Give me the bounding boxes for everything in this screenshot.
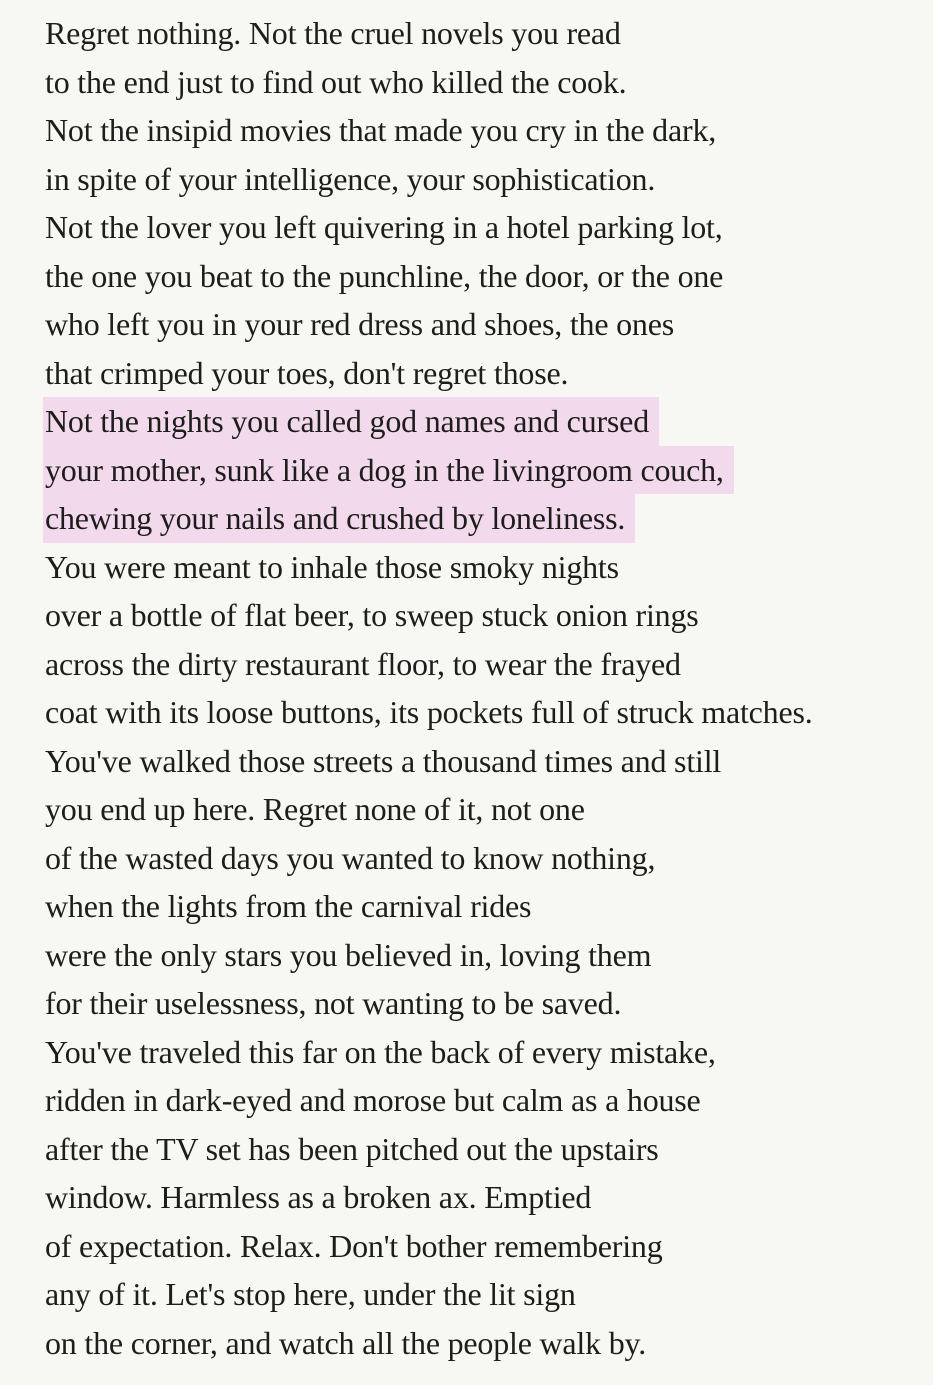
- poem-line: in spite of your intelligence, your sophistication.: [45, 160, 656, 197]
- poem-line: You've walked those streets a thousand times and still: [45, 742, 722, 779]
- poem-line: window. Harmless as a broken ax. Emptied: [45, 1179, 592, 1215]
- poem-line: after the TV set has been pitched out the upstairs: [45, 1130, 659, 1167]
- poem-line: for their uselessness, not wanting to be saved.: [45, 985, 622, 1021]
- poem-line: Regret nothing. Not the cruel novels you read: [45, 15, 621, 51]
- poem-line: over a bottle of flat beer, to sweep stuck onion rings: [45, 597, 699, 633]
- highlighted-poem-line[interactable]: chewing your nails and crushed by loneliness.: [45, 494, 925, 543]
- poem-line: you end up here. Regret none of it, not one: [45, 791, 585, 827]
- poem-line: were the only stars you believed in, loving them: [45, 936, 652, 973]
- poem-line: ridden in dark-eyed and morose but calm as a house: [45, 1082, 701, 1118]
- highlighted-poem-line[interactable]: your mother, sunk like a dog in the livingroom couch,: [45, 446, 925, 495]
- highlighted-poem-line[interactable]: Not the nights you called god names and cursed: [45, 397, 925, 446]
- poem-line: of expectation. Relax. Don't bother remembering: [45, 1227, 663, 1264]
- poem-line: any of it. Let's stop here, under the lit sign: [45, 1276, 576, 1312]
- poem-line: that crimped your toes, don't regret those.: [45, 354, 569, 391]
- poem-line: when the lights from the carnival rides: [45, 888, 532, 924]
- poem-line: the one you beat to the punchline, the door, or the one: [45, 257, 724, 294]
- poem-line: You were meant to inhale those smoky nights: [45, 548, 619, 585]
- poem-line: of the wasted days you wanted to know nothing,: [45, 839, 656, 876]
- poem-line: across the dirty restaurant floor, to wear the frayed: [45, 645, 681, 682]
- poem-line: coat with its loose buttons, its pockets full of struck matches.: [45, 694, 813, 730]
- poem-line: You've traveled this far on the back of every mistake,: [45, 1033, 716, 1070]
- poem-line: Not the lover you left quivering in a hotel parking lot,: [45, 209, 723, 245]
- poem-line: Not the insipid movies that made you cry in the dark,: [45, 112, 717, 148]
- poem-line: on the corner, and watch all the people walk by.: [45, 1324, 647, 1361]
- poem-line: who left you in your red dress and shoes, the ones: [45, 306, 674, 342]
- poem-line: to the end just to find out who killed the cook.: [45, 63, 627, 100]
- poem-text: [45, 9, 925, 1367]
